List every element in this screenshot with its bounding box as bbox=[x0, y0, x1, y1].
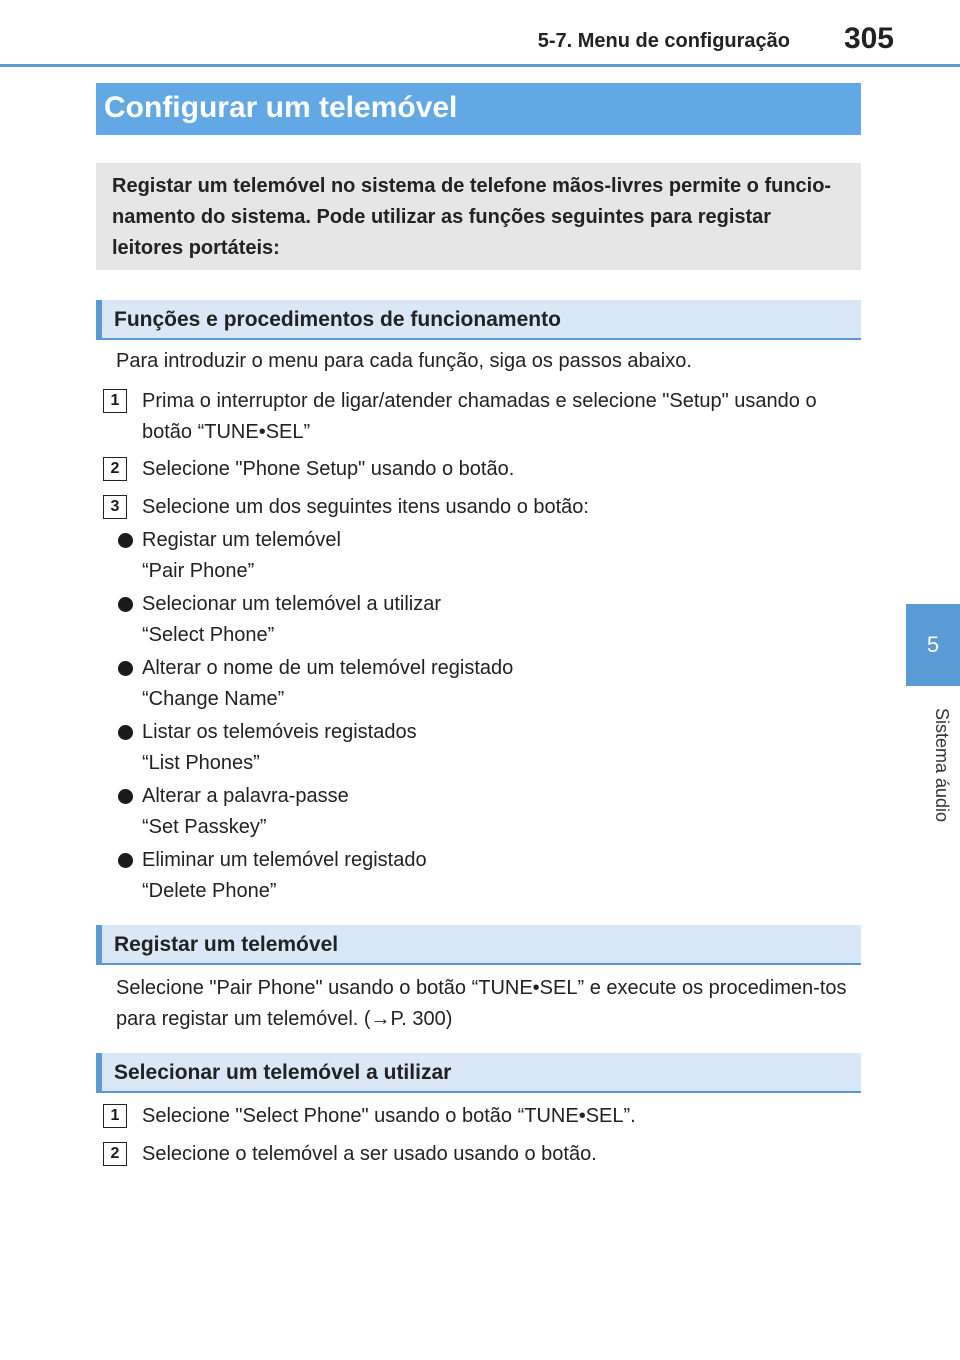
chapter-tab: 5 bbox=[906, 604, 960, 686]
option-command: “Delete Phone” bbox=[142, 880, 277, 902]
step-text: Selecione "Phone Setup" usando o botão. bbox=[142, 458, 515, 480]
intro-box: Registar um telemóvel no sistema de telefone mãos-livres permite o funcio-namento do sistema. Pode utilizar as funções seguintes para registar leitores portáteis: bbox=[96, 163, 861, 270]
option-label: Listar os telemóveis registados bbox=[142, 721, 417, 743]
bullet-icon bbox=[118, 597, 133, 612]
step-number: 1 bbox=[103, 1104, 127, 1128]
header-rule bbox=[0, 64, 960, 67]
bullet-icon bbox=[118, 725, 133, 740]
option-command: “Set Passkey” bbox=[142, 816, 267, 838]
bullet-icon bbox=[118, 533, 133, 548]
chapter-label: Sistema áudio bbox=[932, 707, 952, 823]
page-title: Configurar um telemóvel bbox=[96, 83, 861, 135]
step-number: 2 bbox=[103, 457, 127, 481]
section-body-text: Selecione "Pair Phone" usando o botão “TUNE•SEL” e execute os procedimen-tos para registar um telemóvel. (→P. 300) bbox=[116, 977, 847, 1030]
bullet-icon bbox=[118, 853, 133, 868]
option-command: “Select Phone” bbox=[142, 624, 275, 646]
step-number: 3 bbox=[103, 495, 127, 519]
section-heading-select-phone: Selecionar um telemóvel a utilizar bbox=[96, 1053, 861, 1093]
step-item bbox=[103, 1139, 863, 1201]
section-heading-pair-phone: Registar um telemóvel bbox=[96, 925, 861, 965]
option-label: Alterar a palavra-passe bbox=[142, 785, 349, 807]
option-label: Registar um telemóvel bbox=[142, 529, 341, 551]
option-command: “List Phones” bbox=[142, 752, 260, 774]
header-section-title: 5-7. Menu de configuração bbox=[537, 30, 790, 52]
section-intro-text: Para introduzir o menu para cada função, siga os passos abaixo. bbox=[116, 350, 692, 372]
option-label: Eliminar um telemóvel registado bbox=[142, 849, 427, 871]
option-command: “Change Name” bbox=[142, 688, 285, 710]
step-number: 1 bbox=[103, 389, 127, 413]
step-number: 2 bbox=[103, 1142, 127, 1166]
step-text: Selecione o telemóvel a ser usado usando o botão. bbox=[142, 1143, 597, 1165]
step-text: Selecione um dos seguintes itens usando o botão: bbox=[142, 496, 589, 518]
step-text: Prima o interruptor de ligar/atender chamadas e selecione "Setup" usando o botão “TUNE•SEL” bbox=[142, 390, 817, 443]
page-number: 305 bbox=[843, 22, 894, 55]
bullet-icon bbox=[118, 789, 133, 804]
step-text: Selecione "Select Phone" usando o botão “TUNE•SEL”. bbox=[142, 1105, 636, 1127]
option-label: Selecionar um telemóvel a utilizar bbox=[142, 593, 442, 615]
bullet-icon bbox=[118, 661, 133, 676]
step-item bbox=[103, 386, 863, 448]
option-command: “Pair Phone” bbox=[142, 560, 255, 582]
option-label: Alterar o nome de um telemóvel registado bbox=[142, 657, 514, 679]
section-heading-functions: Funções e procedimentos de funcionamento bbox=[96, 300, 861, 340]
